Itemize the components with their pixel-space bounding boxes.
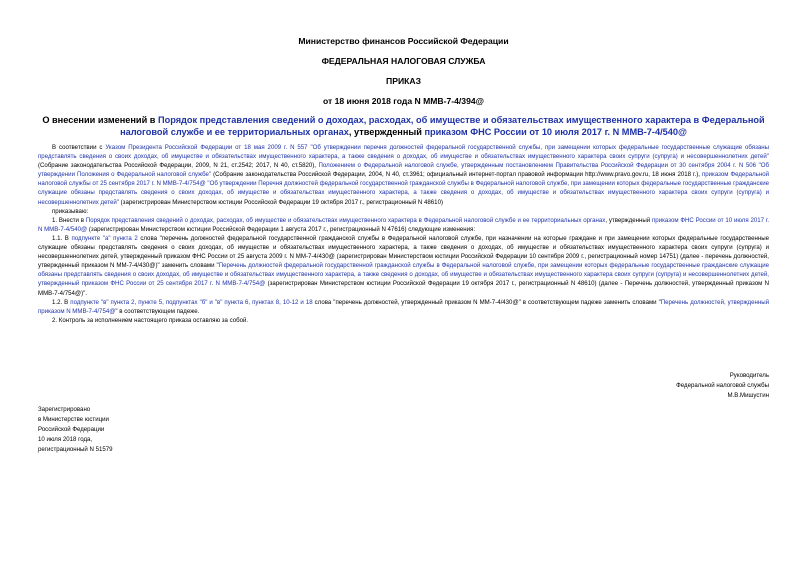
registration-line: Зарегистрировано bbox=[38, 406, 91, 413]
regulation-link[interactable]: Положением о Федеральной налоговой службе, утвержденным постановлением Правительства Российской Федерации от 30 сентября 2004 г. N 506 "Об утверждении Положения о Федеральной налоговой службе" bbox=[38, 162, 770, 179]
item-text: (зарегистрирован Министерством юстиции Российской Федерации 19 октября 2017 г., регистрационный N 48610) (далее - Перечень должностей, утвержденный приказом N ММВ-7-4/754@)". bbox=[38, 280, 769, 297]
registration-line: Российской Федерации bbox=[38, 426, 105, 433]
preamble-text: В соответствии с bbox=[52, 144, 106, 151]
registration-line: 10 июля 2018 года, bbox=[38, 436, 93, 443]
item-1-paragraph bbox=[38, 216, 769, 234]
preamble-text: (Собрание законодательства Российской Федерации, 2009, N 21, ст.2542; 2017, N 40, ст.5820), bbox=[38, 162, 319, 170]
item-text: , утвержденный bbox=[605, 216, 652, 224]
doc-type-heading: ПРИКАЗ bbox=[386, 76, 421, 86]
title-procedure-link[interactable]: Порядок представления сведений о доходах, расходах, об имуществе и обязательствах имущественного характера в Федеральной налоговой службе и ее территориальных органах bbox=[120, 115, 765, 137]
order-754-link[interactable]: приказом ФНС России от 25 сентября 2017 г. N ММВ-7-4/754@ bbox=[81, 280, 266, 288]
item-text: 1.2. В bbox=[52, 298, 71, 306]
item-text: слова "перечень должностей, утвержденный приказом N ММ-7-4/430@" в соответствующем падеже заменить словами " bbox=[312, 298, 661, 306]
item-text: (зарегистрирован Министерством юстиции Российской Федерации 1 августа 2017 г., регистрационный N 47616) следующие изменения: bbox=[87, 225, 476, 233]
list-754-link[interactable]: Перечень должностей, утвержденный приказом N ММВ-7-4/754@ bbox=[38, 298, 770, 315]
registration-line: регистрационный N 51579 bbox=[38, 446, 113, 453]
preamble-paragraph bbox=[38, 143, 769, 207]
signature-role: Руководитель bbox=[729, 372, 769, 379]
registration-line: в Министерстве юстиции bbox=[38, 416, 109, 423]
date-number-heading: от 18 июня 2018 года N ММВ-7-4/394@ bbox=[322, 96, 485, 106]
subitem-a-link[interactable]: подпункте "а" пункта 2 bbox=[71, 234, 138, 242]
subitems-link[interactable]: подпункте "в" пункта 2, пункте 5, подпунктах "б" и "в" пункта 6, пунктах 8, 10-12 и 18 bbox=[70, 298, 313, 306]
order-word: приказываю: bbox=[52, 207, 89, 215]
fns-order-link[interactable]: приказом Федеральной налоговой службы от 25 сентября 2017 г. N ММВ-7-4/754@ "Об утверждении Перечня должностей федеральной государственной гражданской службы в Федеральной налоговой службе, при замещении которых федеральные государственные гражданские служащие обязаны представлять сведения о своих доходах, об имуществе и обязательствах имущественного характера, а также сведения о доходах, об имуществе и обязательствах имущественного характера своих супруги (супруга) и несовершеннолетних детей" bbox=[38, 171, 769, 206]
procedure-link[interactable]: Порядок представления сведений о доходах, расходах, об имуществе и обязательствах имущественного характера в Федеральной налоговой службе и ее территориальных органах bbox=[85, 216, 606, 224]
ministry-heading: Министерство финансов Российской Федерации bbox=[298, 36, 509, 46]
item-text: " в соответствующем падеже. bbox=[115, 307, 200, 315]
item-1-2-paragraph bbox=[38, 298, 769, 316]
preamble-text: (Собрание законодательства Российской Федерации, 2004, N 40, ст.3961; официальный интернет-портал правовой информации http://www.pravo.gov.ru, 18 июня 2018 г.), bbox=[211, 171, 702, 179]
signature-name: М.В.Мишустин bbox=[727, 392, 769, 399]
item-1-1-paragraph bbox=[38, 234, 769, 298]
preamble-text: (зарегистрирован Министерством юстиции Российской Федерации 19 октября 2017 г., регистрационный N 48610) bbox=[118, 198, 443, 206]
signature-block bbox=[549, 371, 769, 401]
list-of-positions-link[interactable]: Перечень должностей федеральной государственной гражданской службы в Федеральной налоговой службе, при замещении которых федеральные государственные гражданские служащие обязаны представлять сведения о своих доходах, об имуществе и обязательствах имущественного характера, а также сведения о доходах, об имуществе и обязательствах имущественного характера своих супруги (супруга) и несовершеннолетних детей, утвержденный bbox=[38, 262, 769, 288]
title-order-link[interactable]: приказом ФНС России от 10 июля 2017 г. N ММВ-7-4/540@ bbox=[424, 127, 687, 137]
service-heading: ФЕДЕРАЛЬНАЯ НАЛОГОВАЯ СЛУЖБА bbox=[321, 56, 486, 66]
registration-block bbox=[38, 405, 238, 455]
presidential-decree-link[interactable]: Указом Президента Российской Федерации от 18 мая 2009 г. N 557 "Об утверждении перечня должностей федеральной государственной службы, при замещении которых федеральные государственные служащие обязаны представлять сведения о своих доходах, об имуществе и обязательствах имущественного характера, а также сведения о доходах, об имуществе и обязательствах имущественного характера своих супруги (супруга) и несовершеннолетних детей" bbox=[38, 144, 769, 161]
title-text: О внесении изменений в bbox=[42, 115, 158, 125]
item-text: слова "перечень должностей федеральной государственной гражданской службы в Федеральной налоговой службе, при назначении на которые граждане и при замещении которых федеральные государственные служащие обязаны представлять сведения о своих доходах, об имуществе и обязательствах имущественного характера, а также сведения о доходах, об имуществе и обязательствах имущественного характера своих супруги (супруга) и несовершеннолетних детей, утвержденный приказом ФНС России от 25 августа 2009 г. N ММ-7-4/430@ (зарегистрирован Министерством юстиции Российской Федерации 10 сентября 2009 г., регистрационный номер 14751) (далее - перечень должностей, утвержденный приказом N ММ-7-4/430@)" заменить словами " bbox=[38, 234, 769, 270]
item-text: 1. Внести в bbox=[52, 216, 86, 224]
item-text: 1.1. В bbox=[52, 234, 72, 242]
document-body bbox=[38, 143, 769, 325]
title-text: , утвержденный bbox=[348, 127, 425, 137]
order-540-link[interactable]: приказом ФНС России от 10 июля 2017 г. N ММВ-7-4/540@ bbox=[38, 216, 770, 233]
item-2-paragraph: 2. Контроль за исполнением настоящего приказа оставляю за собой. bbox=[52, 316, 249, 324]
document-title bbox=[20, 114, 787, 138]
signature-org: Федеральной налоговой службы bbox=[676, 382, 769, 389]
